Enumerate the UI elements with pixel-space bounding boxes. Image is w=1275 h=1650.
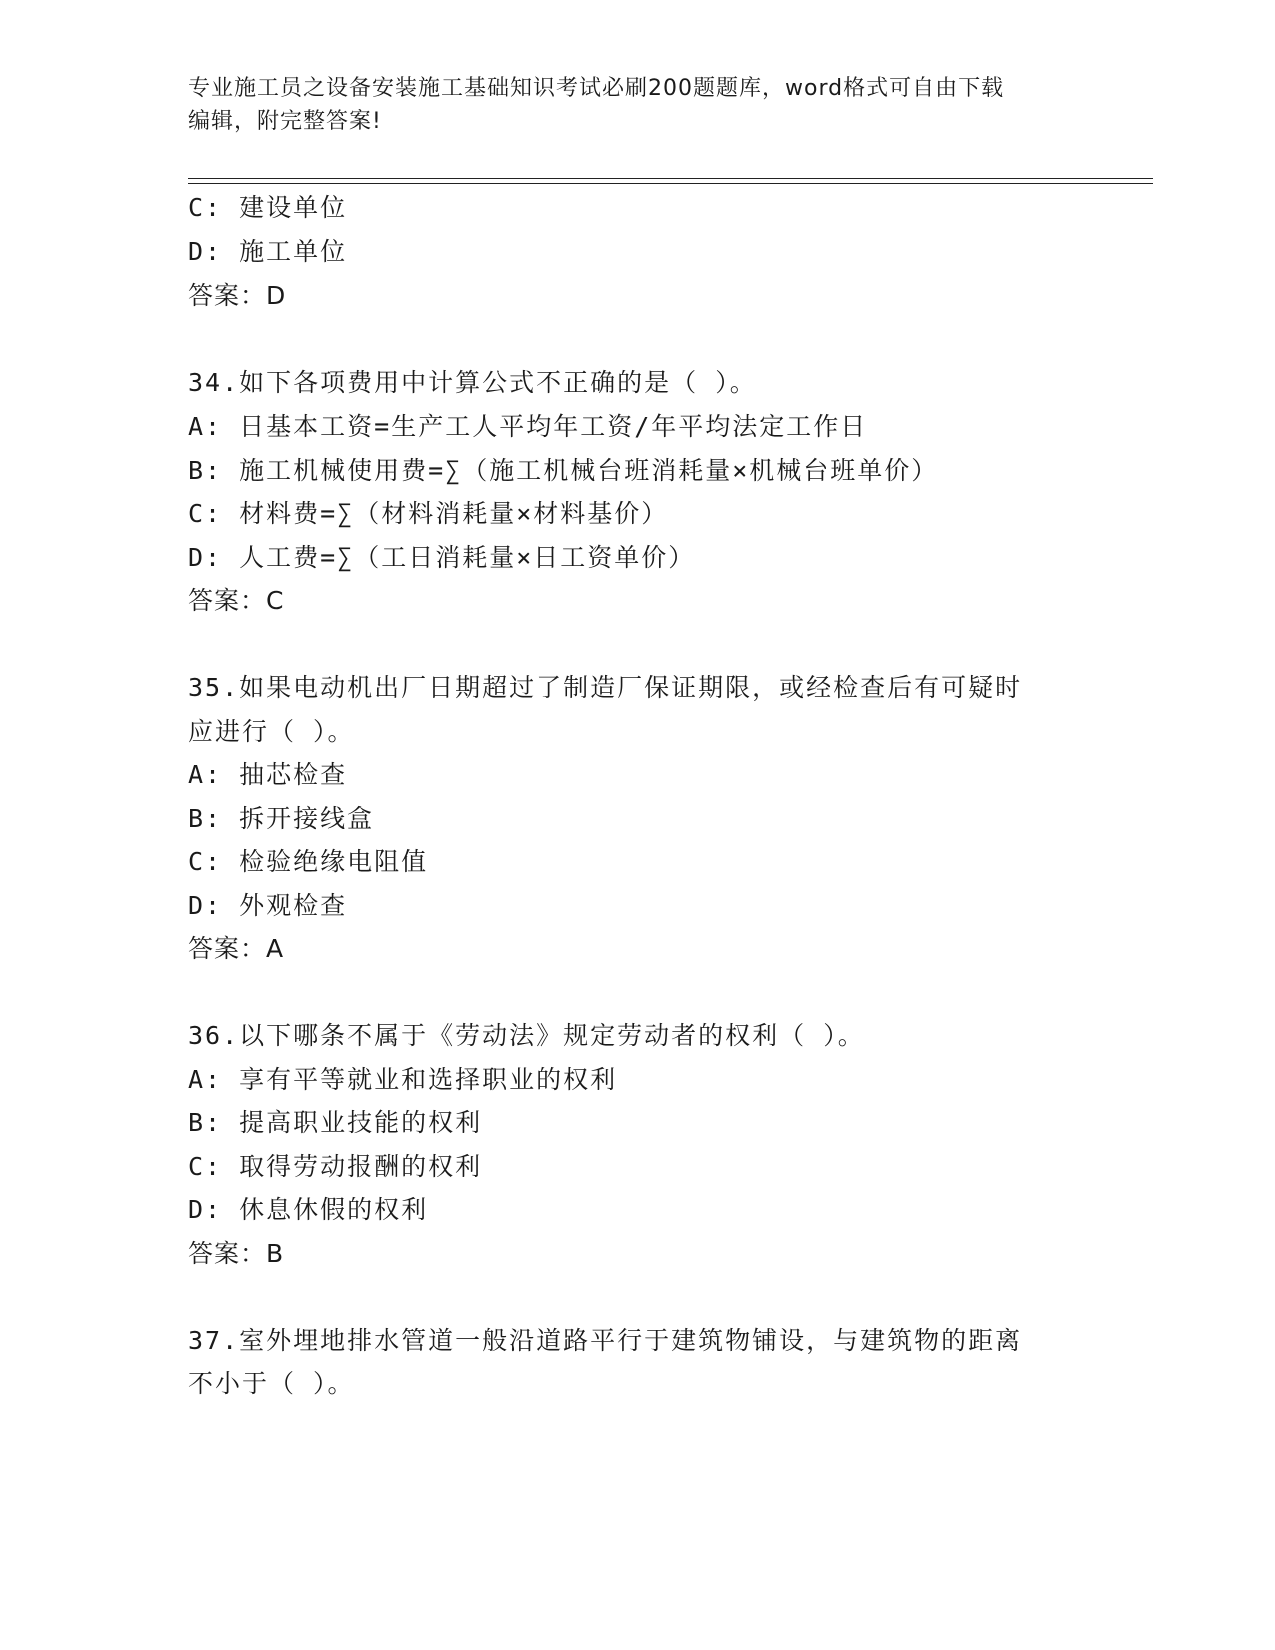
q34-answer: 答案：C: [188, 586, 285, 615]
q36-stem: 36.以下哪条不属于《劳动法》规定劳动者的权利（ ）。: [188, 1021, 865, 1050]
header-divider-bottom: [188, 183, 1153, 184]
q36-answer: 答案：B: [188, 1239, 285, 1268]
q35-stem-line-1: 35.如果电动机出厂日期超过了制造厂保证期限，或经检查后有可疑时: [188, 673, 1023, 702]
q36-option-b: B: 提高职业技能的权利: [188, 1108, 483, 1137]
q37-stem-line-1: 37.室外埋地排水管道一般沿道路平行于建筑物铺设，与建筑物的距离: [188, 1326, 1023, 1355]
q35-option-a: A: 抽芯检查: [188, 760, 348, 789]
document-header: [188, 72, 1068, 138]
q34-option-b: B: 施工机械使用费=∑（施工机械台班消耗量×机械台班单价）: [188, 456, 939, 485]
prev-option-d: D: 施工单位: [188, 237, 348, 266]
q34-option-a: A: 日基本工资=生产工人平均年工资/年平均法定工作日: [188, 412, 868, 441]
q36-option-d: D: 休息休假的权利: [188, 1195, 429, 1224]
q34-option-d: D: 人工费=∑（工日消耗量×日工资单价）: [188, 543, 696, 572]
prev-answer: 答案：D: [188, 281, 287, 310]
q36-option-c: C: 取得劳动报酬的权利: [188, 1152, 483, 1181]
q35-answer: 答案：A: [188, 934, 285, 963]
q36-option-a: A: 享有平等就业和选择职业的权利: [188, 1065, 618, 1094]
q37-stem-line-2: 不小于（ ）。: [188, 1369, 355, 1398]
header-divider-top: [188, 178, 1153, 179]
header-line-1: 专业施工员之设备安装施工基础知识考试必刷200题题库，word格式可自由下载: [188, 76, 1005, 101]
q35-option-d: D: 外观检查: [188, 891, 348, 920]
q35-stem-line-2: 应进行（ ）。: [188, 717, 355, 746]
q35-option-b: B: 拆开接线盒: [188, 804, 375, 833]
q35-option-c: C: 检验绝缘电阻值: [188, 847, 429, 876]
q34-option-c: C: 材料费=∑（材料消耗量×材料基价）: [188, 499, 669, 528]
q34-stem: 34.如下各项费用中计算公式不正确的是（ ）。: [188, 368, 757, 397]
header-line-2: 编辑，附完整答案!: [188, 109, 382, 134]
prev-option-c: C: 建设单位: [188, 193, 348, 222]
